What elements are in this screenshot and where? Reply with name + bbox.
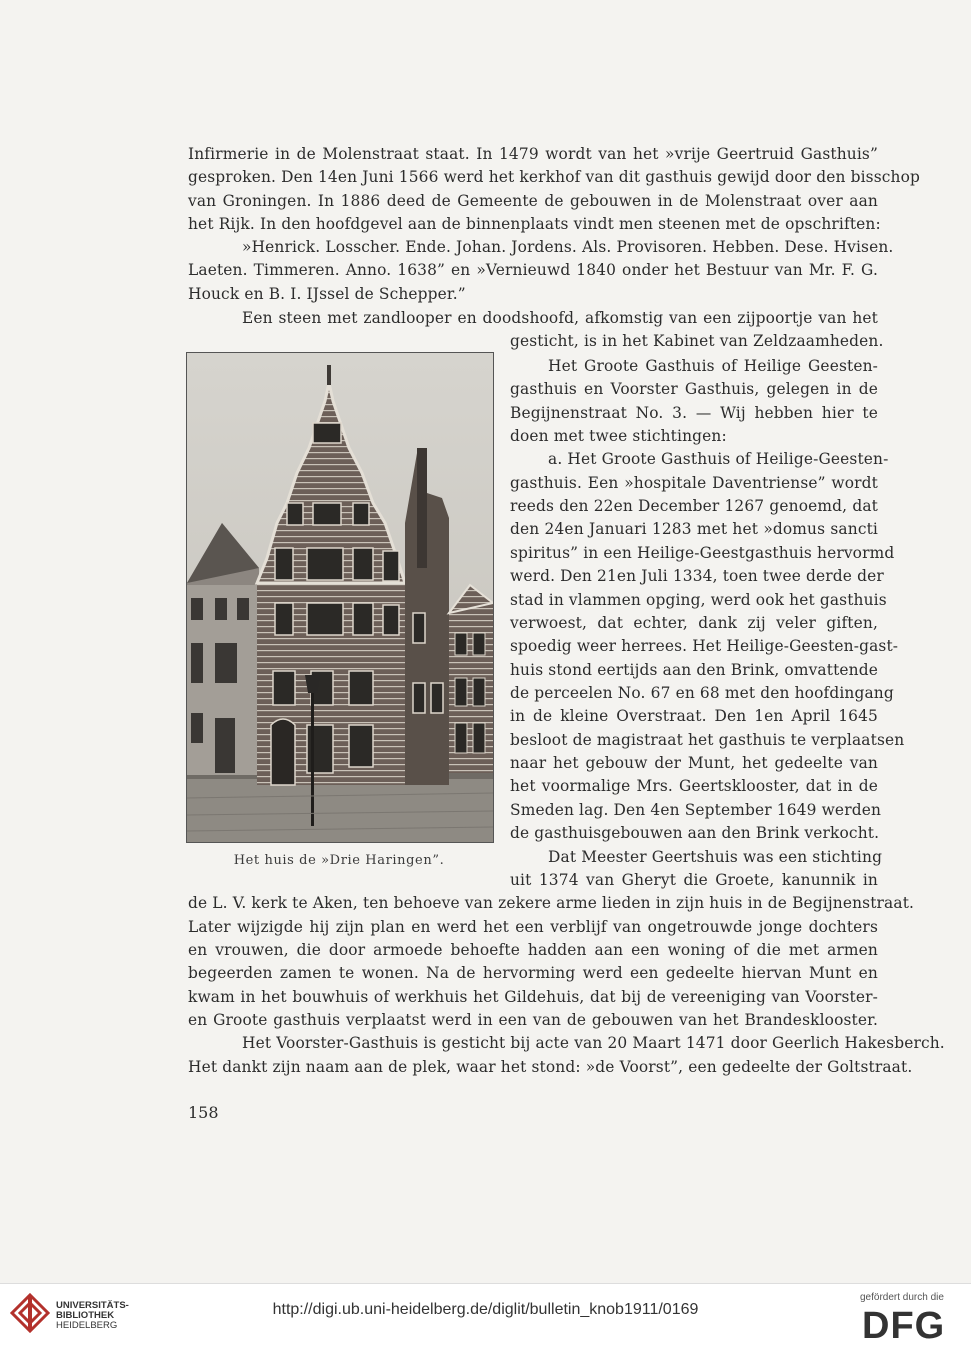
permalink-url[interactable]: http://digi.ub.uni-heidelberg.de/diglit/bulletin_knob1911/0169	[272, 1301, 699, 1318]
text-line: kwam in het bouwhuis of werkhuis het Gildehuis, dat bij de vereeniging van Voorster-	[188, 988, 878, 1006]
text-line: verwoest, dat echter, dank zij veler giften,	[510, 614, 878, 632]
text-line: stad in vlammen opging, werd ook het gasthuis	[510, 591, 887, 609]
photo-drie-haringen	[186, 352, 494, 843]
text-line: de gasthuisgebouwen aan den Brink verkocht.	[510, 824, 880, 842]
text-line: gesproken. Den 14en Juni 1566 werd het kerkhof van dit gasthuis gewijd door den bisschop	[188, 168, 921, 186]
text-line: begeerden zamen te wonen. Na de hervorming werd een gedeelte hiervan Munt en	[188, 964, 878, 982]
text-line: spoedig weer herrees. Het Heilige-Geesten-gast-	[510, 637, 899, 655]
text-line: uit 1374 van Gheryt die Groete, kanunnik in	[510, 871, 878, 889]
text-line: gasthuis. Een »hospitale Daventriense” wordt	[510, 474, 878, 492]
text-line: Het Voorster-Gasthuis is gesticht bij acte van 20 Maart 1471 door Geerlich Hakesberch.	[242, 1034, 945, 1052]
dfg-logo: DFG	[862, 1305, 946, 1347]
text-line: Dat Meester Geertshuis was een stichting	[548, 848, 883, 866]
text-line: werd. Den 21en Juli 1334, toen twee derde der	[510, 567, 884, 585]
text-line: van Groningen. In 1886 deed de Gemeente de gebouwen in de Molenstraat over aan	[188, 192, 878, 210]
text-line: Een steen met zandlooper en doodshoofd, afkomstig van een zijpoortje van het	[242, 309, 878, 327]
text-line: de perceelen No. 67 en 68 met den hoofdingang	[510, 684, 894, 702]
text-line: huis stond eertijds aan den Brink, omvattende	[510, 661, 879, 679]
text-line: in de kleine Overstraat. Den 1en April 1645	[510, 707, 878, 725]
text-line: de L. V. kerk te Aken, ten behoeve van zekere arme lieden in zijn huis in de Begijnenstraat.	[188, 894, 915, 912]
text-line: spiritus” in een Heilige-Geestgasthuis hervormd	[510, 544, 895, 562]
text-line: het voormalige Mrs. Geertsklooster, dat in de	[510, 777, 878, 795]
text-line: gasthuis en Voorster Gasthuis, gelegen in de	[510, 380, 878, 398]
text-line: doen met twee stichtingen:	[510, 427, 727, 445]
text-line: Later wijzigde hij zijn plan en werd het een verblijf van ongetrouwde jonge dochters	[188, 918, 878, 936]
text-line: Smeden lag. Den 4en September 1649 werden	[510, 801, 882, 819]
text-line: besloot de magistraat het gasthuis te verplaatsen	[510, 731, 905, 749]
text-line: het Rijk. In den hoofdgevel aan de binnenplaats vindt men steenen met de opschriften:	[188, 215, 881, 233]
text-line: reeds den 22en December 1267 genoemd, dat	[510, 497, 878, 515]
text-line: naar het gebouw der Munt, het gedeelte van	[510, 754, 878, 772]
text-line: Infirmerie in de Molenstraat staat. In 1479 wordt van het »vrije Geertruid Gasthuis”	[188, 145, 878, 163]
text-line: Begijnenstraat No. 3. — Wij hebben hier te	[510, 404, 878, 422]
text-line: a. Het Groote Gasthuis of Heilige-Geesten-	[548, 450, 889, 468]
text-line: Het dankt zijn naam aan de plek, waar het stond: »de Voorst”, een gedeelte der Goltstraat.	[188, 1058, 913, 1076]
text-line: en vrouwen, die door armoede behoefte hadden aan een woning of die met armen	[188, 941, 878, 959]
text-line: Laeten. Timmeren. Anno. 1638” en »Vernieuwd 1840 onder het Bestuur van Mr. F. G.	[188, 261, 878, 279]
text-line: den 24en Januari 1283 met het »domus sancti	[510, 520, 878, 538]
page-number: 158	[188, 1103, 219, 1122]
text-line: Het Groote Gasthuis of Heilige Geesten-	[548, 357, 878, 375]
library-name: UNIVERSITÄTS- BIBLIOTHEK HEIDELBERG	[56, 1300, 129, 1331]
text-line: en Groote gasthuis verplaatst werd in een van de gebouwen van het Brandesklooster.	[188, 1011, 878, 1029]
text-line: Houck en B. I. IJssel de Schepper.”	[188, 285, 466, 303]
funding-note: gefördert durch die	[860, 1292, 944, 1303]
text-line: gesticht, is in het Kabinet van Zeldzaamheden.	[510, 332, 884, 350]
building-photo-icon	[187, 353, 493, 842]
figure-caption: Het huis de »Drie Haringen”.	[233, 853, 445, 868]
text-line: »Henrick. Losscher. Ende. Johan. Jordens. Als. Provisoren. Hebben. Dese. Hvisen.	[242, 238, 894, 256]
